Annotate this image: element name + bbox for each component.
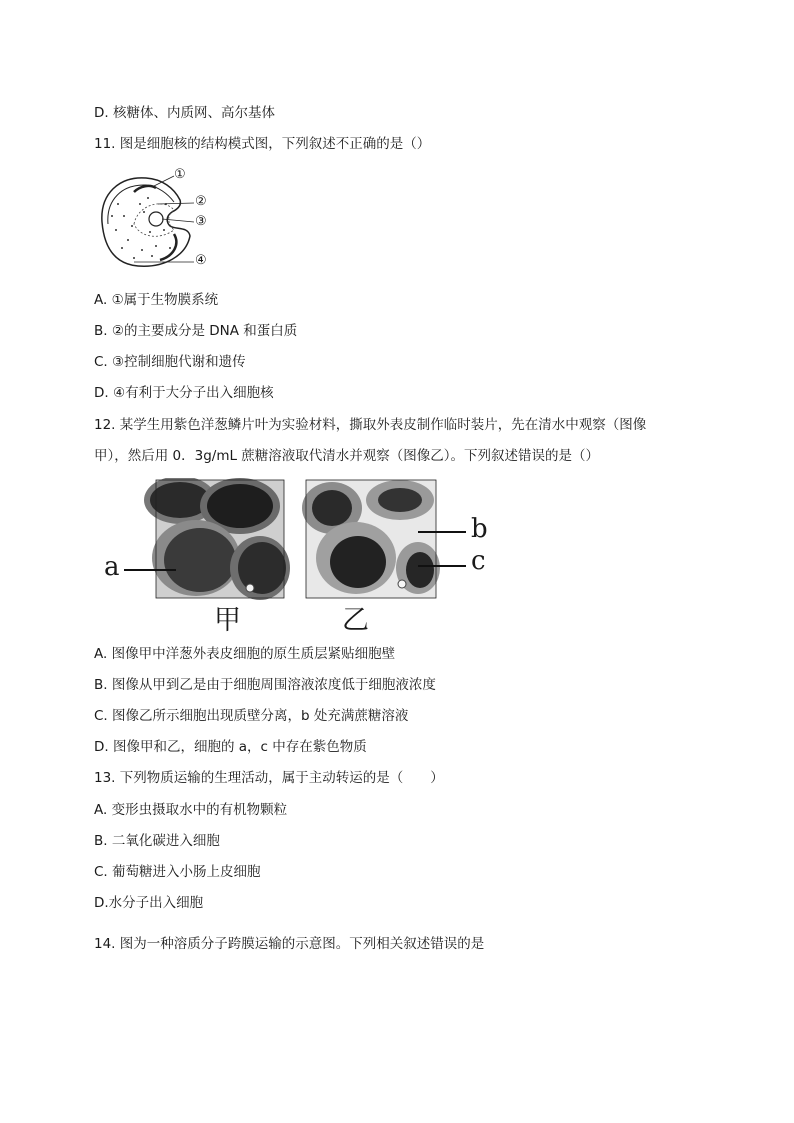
micrograph-svg bbox=[100, 478, 500, 638]
nuclear-envelope-outer bbox=[102, 178, 190, 266]
q11-option-b: B. ②的主要成分是 DNA 和蛋白质 bbox=[94, 323, 298, 339]
q11-option-d: D. ④有利于大分子出入细胞核 bbox=[94, 385, 274, 401]
q11-option-a: A. ①属于生物膜系统 bbox=[94, 292, 219, 308]
label-a: a bbox=[104, 552, 120, 582]
q13-option-a: A. 变形虫摄取水中的有机物颗粒 bbox=[94, 802, 288, 818]
label-2: ② bbox=[195, 194, 207, 209]
caption-left: 甲 bbox=[214, 605, 241, 636]
q11-option-c: C. ③控制细胞代谢和遗传 bbox=[94, 354, 246, 370]
q12-stem-line2: 甲），然后用 0．3g/mL 蔗糖溶液取代清水并观察（图像乙）。下列叙述错误的是（） bbox=[94, 448, 600, 464]
nucleolus bbox=[149, 212, 163, 226]
q13-option-b: B. 二氧化碳进入细胞 bbox=[94, 833, 220, 849]
q10-option-d: D. 核糖体、内质网、高尔基体 bbox=[94, 105, 275, 121]
label-4: ④ bbox=[195, 253, 207, 268]
label-1: ① bbox=[174, 167, 186, 182]
q14-stem: 14. 图为一种溶质分子跨膜运输的示意图。下列相关叙述错误的是 bbox=[94, 936, 485, 952]
q11-stem: 11. 图是细胞核的结构模式图，下列叙述不正确的是（） bbox=[94, 136, 431, 152]
nucleus-diagram bbox=[94, 164, 224, 274]
q12-stem-line1: 12. 某学生用紫色洋葱鳞片叶为实验材料，撕取外表皮制作临时装片，先在清水中观察（图像 bbox=[94, 417, 647, 433]
micrograph-right bbox=[302, 480, 440, 598]
q12-option-c: C. 图像乙所示细胞出现质壁分离，b 处充满蔗糖溶液 bbox=[94, 708, 409, 724]
q12-option-d: D. 图像甲和乙，细胞的 a，c 中存在紫色物质 bbox=[94, 739, 367, 755]
q13-stem: 13. 下列物质运输的生理活动，属于主动转运的是（ ） bbox=[94, 770, 444, 786]
micrograph-left bbox=[144, 478, 290, 600]
caption-right: 乙 bbox=[342, 605, 369, 636]
q13-option-d: D.水分子出入细胞 bbox=[94, 895, 204, 911]
q13-option-c: C. 葡萄糖进入小肠上皮细胞 bbox=[94, 864, 261, 880]
q12-option-a: A. 图像甲中洋葱外表皮细胞的原生质层紧贴细胞壁 bbox=[94, 646, 396, 662]
label-3: ③ bbox=[195, 214, 207, 229]
q12-option-b: B. 图像从甲到乙是由于细胞周围溶液浓度低于细胞液浓度 bbox=[94, 677, 436, 693]
label-c: c bbox=[471, 546, 486, 576]
onion-cell-micrographs bbox=[100, 478, 500, 638]
label-b: b bbox=[471, 514, 488, 544]
